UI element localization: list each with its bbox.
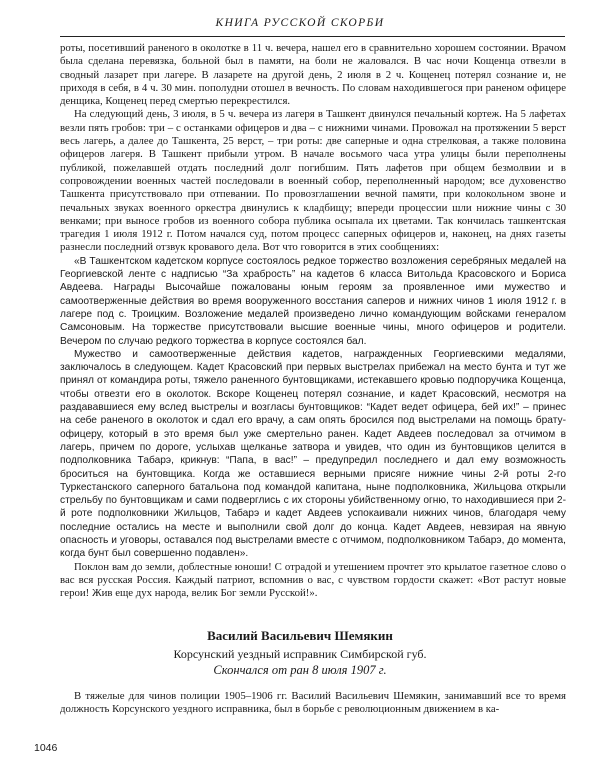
main-text [60,42,566,600]
header-rule [60,36,565,37]
person-position: Корсунский уездный исправник Симбирской губ. [173,647,427,661]
paragraph: Поклон вам до земли, доблестные юноши! С отрадой и утешением прочтет это крылатое газетное слово о вас вся русская Россия. Каждый патриот, вспомнив о вас, с чувством гордости скажет: «Вот растут новые герои! Жив еще дух народа, велик Бог земли Русской!». [60,560,566,600]
bio-text [60,690,566,717]
quote-paragraph: Мужество и самоотверженные действия кадетов, награжденных Георгиевскими медалями, заключалось в следующем. Кадет Красовский при первых выстрелах прибежал на место бунта и тут же принял от командира роты, тяжело раненного бунтовщиками, истекавшего кровью подпоручика Кощенца, чтобы отвезти его в околоток. Вскоре Кощенец потерял сознание, и кадет Красовский, несмотря на раздававшиеся ему вслед выстрелы и возгласы бунтовщиков: “Кадет ведет офицера, бей их!” – принес на себе раненого в околоток и сдал его врачу, а сам опять бросился под выстрелами на помощь брату-офицеру, который в это время был уже смертельно ранен. Кадет Авдеев последовал за отчимом в лагерь, причем по дороге, услыхав щелканье затвора и увидев, что один из бунтовщиков целится в подполковника Табарэ, крикнув: “Папа, в вас!” – предупредил последнего и дал ему возможность броситься на бунтовщика. Когда же оставшиеся верными присяге нижние чины 2-й роты 2-го Туркестанского саперного батальона под командой капитана, ныне подполковника, Жильцова открыли стрельбу по бунтовщикам и сами подверглись с их стороны убийственному огню, то находившиеся при 2-й роте подполковники Жильцов, Табарэ и кадет Авдеев успокаивали нижних чинов, благодаря чему последние остались на месте и выполнили свой долг до конца. Кадет Авдеев, невзирая на явную опасность и уговоры, оставался под выстрелами вместе с отчимом, подполковником Табарэ, до момента, когда бунт был совершенно подавлен». [60,348,566,560]
paragraph: На следующий день, 3 июля, в 5 ч. вечера из лагеря в Ташкент двинулся печальный кортеж. На 5 лафетах везли пять гробов: три – с останками офицеров и два – с нижними чинами. Провожал на протяжении 5 верст весь лагерь, а далее до Ташкента, 25 верст, – три роты: две саперные и одна стрелковая, а также половина офицеров лагеря. В Ташкент прибыли утром. В начале восьмого часа утра улицы были переполнены публикой, пожелавшей отдать последний долг погибшим. Пять лафетов при общем безмолвии и в сопровождении военных частей последовали в военный собор, переполненный народом; все духовенство Ташкента присутствовало при отпевании. По провозглашении вечной памяти, при колокольном звоне и печальных звуках военного оркестра двинулись к кладбищу; впереди процессии шли нижние чины с 30 венками; при выносе гробов из военного собора публика осыпала их цветами. Так кончилась ташкентская трагедия 1 июля 1912 г. Потом начался суд, потом процесс саперных офицеров и, наконец, на днях газеты разнесли последний отзвук кровавого дела. Вот что говорится в этих сообщениях: [60,108,566,254]
paragraph: роты, посетивший раненого в околотке в 11 ч. вечера, нашел его в сравнительно хорошем состоянии. Врачом была сделана перевязка, больной был в памяти, на боли не жаловался. В час ночи Кощенца отвезли в сводный лазарет при лагере. В лазарете на другой день, 2 июля в 2 ч. Кощенец потерял сознание и, не приходя в себя, в 4 ч. 30 мин. пополудни отошел в вечность. По словам находившегося при раненом офицере денщика, Кощенец перед смертью перекрестился. [60,42,566,108]
paragraph: В тяжелые для чинов полиции 1905–1906 гг. Василий Васильевич Шемякин, занимавший все то время должность Корсунского уездного исправника, был в борьбе с революционным движением в ка- [60,690,566,716]
person-death-date: Скончался от ран 8 июля 1907 г. [213,663,387,677]
running-header: КНИГА РУССКОЙ СКОРБИ [215,17,385,29]
person-name: Василий Васильевич Шемякин [207,628,393,643]
page-number: 1046 [34,742,58,754]
quote-paragraph: «В Ташкентском кадетском корпусе состоялось редкое торжество возложения серебряных медалей на Георгиевской ленте с надписью “За храбрость” на кадетов 6 класса Витольда Красовского и Бориса Авдеева. Награды Высочайше пожалованы юным героям за проявленное ими мужество и самоотверженные действия во время вооруженного восстания саперов и нижних чинов 1 июля 1912 г. в лагере под с. Троицким. Возложение медалей произведено лично командующим войсками генералом Самсоновым. На торжестве присутствовали высшие военные чины, много офицеров и родители. Вечером по случаю редкого торжества в корпусе состоялся бал. [60,255,566,347]
